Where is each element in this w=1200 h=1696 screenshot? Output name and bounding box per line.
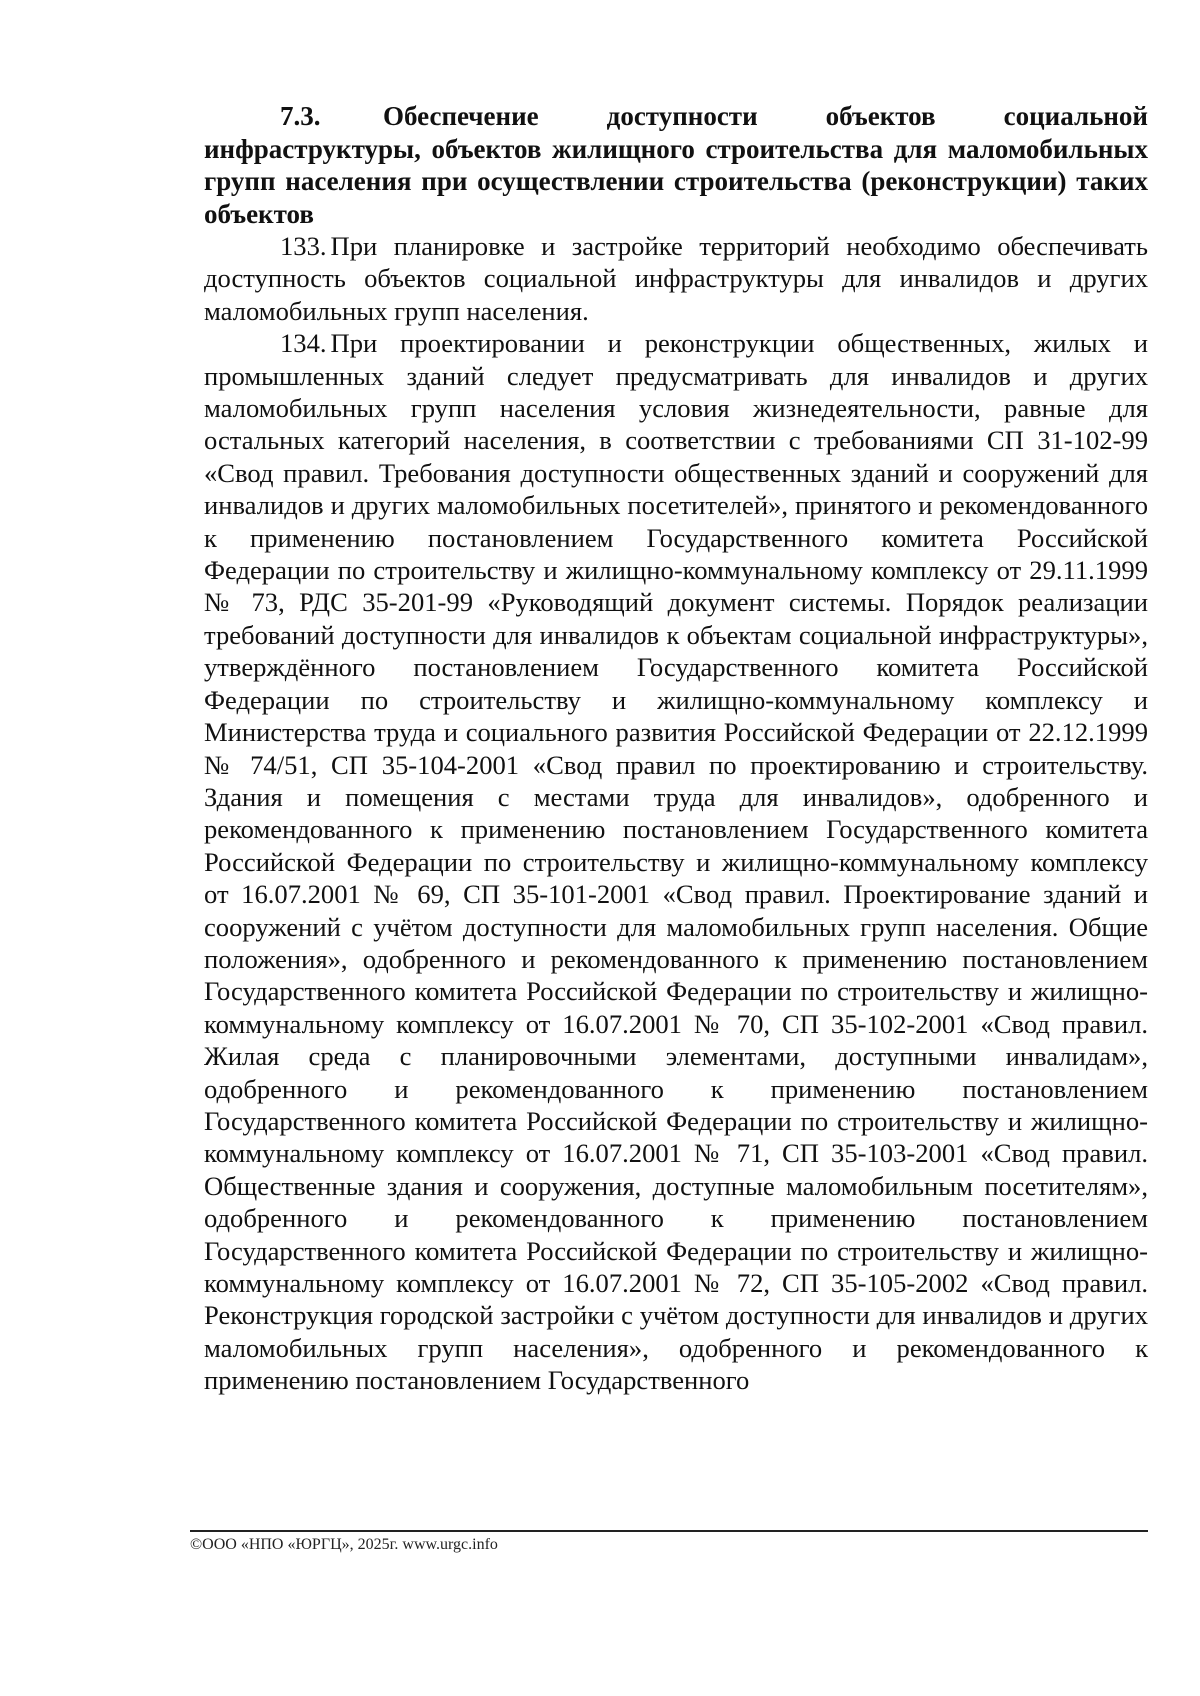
- page-footer: ©ООО «НПО «ЮРГЦ», 2025г. www.urgc.info: [190, 1536, 498, 1553]
- paragraph-number: 134.: [280, 328, 327, 359]
- paragraph-133: [204, 230, 1148, 327]
- paragraph-number: 133.: [280, 231, 327, 261]
- section-number: 7.3.: [280, 101, 321, 131]
- paragraph-text: При проектировании и реконструкции общественных, жилых и промышленных зданий следует предусматривать для инвалидов и других маломобильных групп населения условия жизнедеятельности, равные для остальных категорий населения, в соответствии с требованиями СП 31-102-99 «Свод правил. Требования доступности общественных зданий и сооружений для инвалидов и других маломобильных посетителей», принятого и рекомендованного к применению постановлением Государственного комитета Российской Федерации по строительству и жилищно-коммунальному комплексу от 29.11.1999 № 73, РДС 35-201-99 «Руководящий документ системы. Порядок реализации требований доступности для инвалидов к объектам социальной инфраструктуры», утверждённого постановлением Государственного комитета Российской Федерации по строительству и жилищно-коммунальному комплексу и Министерства труда и социального развития Российской Федерации от 22.12.1999 № 74/51, СП 35-104-2001 «Свод правил по проектированию и строительству. Здания и помещения с местами труда для инвалидов», одобренного и рекомендованного к применению постановлением Государственного комитета Российской Федерации по строительству и жилищно-коммунальному комплексу от 16.07.2001 № 69, СП 35-101-2001 «Свод правил. Проектирование зданий и сооружений с учётом доступности для маломобильных групп населения. Общие положения», одобренного и рекомендованного к применению постановлением Государственного комитета Российской Федерации по строительству и жилищно-коммунальному комплексу от 16.07.2001 № 70, СП 35-102-2001 «Свод правил. Жилая среда с планировочными элементами, доступными инвалидам», одобренного и рекомендованного к применению постановлением Государственного комитета Российской Федерации по строительству и жилищно-коммунальному комплексу от 16.07.2001 № 71, СП 35-103-2001 «Свод правил. Общественные здания и сооружения, доступные маломобильным посетителям», одобренного и рекомендованного к применению постановлением Государственного комитета Российской Федерации по строительству и жилищно-коммунальному комплексу от 16.07.2001 № 72, СП 35-105-2002 «Свод правил. Реконструкция городской застройки с учётом доступности для инвалидов и других маломобильных групп населения», одобренного и рекомендованного к применению постановлением Государственного: [204, 328, 1148, 1396]
- footer-divider: [190, 1530, 1148, 1532]
- section-title: Обеспечение доступности объектов социальной инфраструктуры, объектов жилищного строительства для маломобильных групп населения при осуществлении строительства (реконструкции) таких объектов: [204, 101, 1148, 229]
- section-heading: [204, 100, 1148, 230]
- document-page: [204, 100, 1148, 1397]
- paragraph-134: [204, 327, 1148, 1396]
- paragraph-text: При планировке и застройке территорий необходимо обеспечивать доступность объектов социальной инфраструктуры для инвалидов и других маломобильных групп населения.: [204, 231, 1148, 326]
